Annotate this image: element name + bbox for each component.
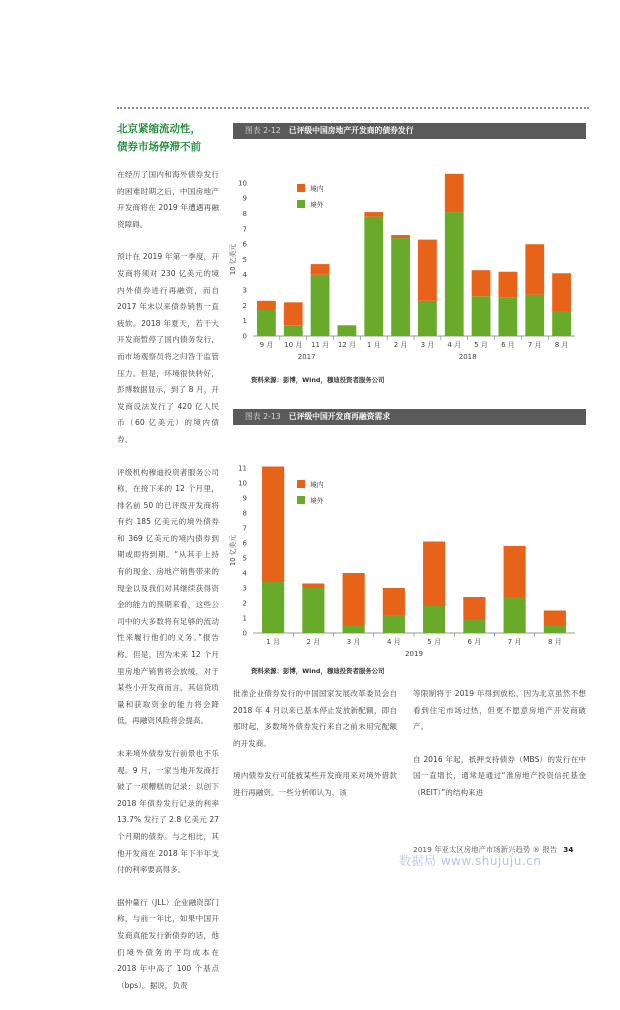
y-tick-label: 4	[242, 569, 247, 578]
x-tick-label: 10 月	[284, 341, 303, 349]
y-axis-label: 10 亿美元	[229, 243, 237, 276]
bar-segment	[284, 325, 303, 336]
bar-segment	[383, 588, 405, 615]
bar-segment	[383, 615, 405, 633]
y-tick-label: 9	[242, 494, 247, 503]
x-tick-label: 5 月	[427, 638, 441, 646]
y-tick-label: 5	[242, 554, 247, 563]
y-tick-label: 8	[242, 210, 247, 218]
bond-issuance-chart	[225, 175, 590, 365]
bar-segment	[257, 310, 276, 336]
paragraph: 未来境外债券发行前景也不乐观。9 月，一家当地开发商打破了一项糟糕的记录：以创下 2018 年债券发行记录的利率 13.7% 发行了 2.8 亿美元 27 个月期的债券。与之相比，其他开发商在 2018 年下半年支付的利率要高得多。	[117, 749, 219, 875]
y-tick-label: 7	[242, 225, 247, 234]
bar-segment	[311, 275, 330, 336]
x-tick-label: 12 月	[337, 341, 356, 349]
legend-swatch	[297, 496, 305, 504]
year-label: 2017	[297, 353, 316, 361]
figure-2-12-header	[233, 123, 586, 139]
paragraph: 境内债券发行可能被某些开发商用来对境外借款进行再融资。一些分析师认为，该	[233, 771, 397, 797]
legend-swatch	[297, 200, 305, 208]
x-tick-label: 5 月	[474, 341, 488, 349]
y-tick-label: 0	[242, 332, 247, 341]
figure-title: 已评级中国房地产开发商的债券发行	[288, 126, 414, 135]
section-title-line1: 北京紧缩流动性，	[117, 123, 201, 135]
section-title-line2: 债券市场停滞不前	[117, 141, 201, 153]
x-tick-label: 9 月	[259, 341, 274, 349]
bar-segment	[311, 264, 330, 275]
bar-segment	[552, 273, 571, 311]
y-tick-label: 10	[238, 479, 247, 488]
x-tick-label: 2 月	[306, 638, 321, 646]
bar-segment	[445, 212, 464, 336]
bar-segment	[343, 626, 365, 634]
bar-segment	[302, 588, 324, 633]
paragraph: 评级机构穆迪投资者服务公司称，在接下来的 12 个月里，排名前 50 的已评级开发商将有约 185 亿美元的境外债券和 369 亿美元的境内债券到期或即将到期。“从其手上持有的现金、房地产销售带来的现金以及我们对其继续获得资金的能力的预期来看，这些公司中的大多数将有足够的流动性来履行他们的义务。”报告称。但是，因为未来 12 个月里房地产销售将会放缓，对于某些小开发商而言，其信贷质量和获取资金的能力将会降低，再融资风险将会提高。	[117, 467, 219, 726]
bar-segment	[499, 298, 518, 336]
legend-label: 境内	[310, 481, 324, 489]
figure-number: 图表 2-13	[245, 412, 281, 421]
paragraph: 预计在 2019 年第一季度，开发商将须对 230 亿美元的境内外债券进行再融资，而自 2017 年末以来债券销售一直疲软。2018 年夏天，若干大开发商暂停了国内债务发行，而市场观察员将之归咎于监管压力。但是，环境很快转好，彭博数据显示，到了 8 月，开发商设法发行了 420 亿人民币（60 亿美元）的境内债券。	[117, 252, 219, 444]
figure-number: 图表 2-12	[245, 126, 281, 135]
bar-segment	[284, 302, 303, 325]
y-tick-label: 11	[238, 464, 247, 473]
x-tick-label: 3 月	[346, 638, 361, 646]
bar-segment	[302, 584, 324, 589]
y-tick-label: 3	[242, 584, 247, 593]
text-column-middle	[233, 686, 397, 818]
bar-segment	[364, 212, 383, 217]
y-tick-label: 3	[242, 286, 247, 295]
y-tick-label: 0	[242, 629, 247, 638]
bar-segment	[525, 244, 544, 294]
bar-segment	[463, 620, 485, 634]
bar-segment	[364, 217, 383, 336]
figure-2-13-header	[233, 409, 586, 425]
y-tick-label: 6	[242, 240, 247, 249]
x-tick-label: 1 月	[266, 638, 280, 646]
x-tick-label: 11 月	[311, 341, 330, 349]
text-column-right	[413, 686, 586, 818]
x-tick-label: 8 月	[548, 638, 562, 646]
legend-label: 境内	[310, 185, 324, 193]
legend-label: 境外	[310, 497, 324, 505]
bar-segment	[423, 542, 445, 607]
paragraph: 批准企业债券发行的中国国家发展改革委员会自 2018 年 4 月以来已基本停止发放新配额，即自那时起，多数境外债券发行来自之前未用完配额的开发商。	[233, 689, 397, 748]
section-title	[117, 120, 217, 156]
bar-segment	[544, 626, 566, 634]
x-tick-label: 3 月	[420, 341, 435, 349]
y-tick-label: 1	[242, 614, 247, 623]
y-tick-label: 6	[242, 539, 247, 548]
y-tick-label: 2	[242, 301, 247, 310]
x-tick-label: 1 月	[366, 341, 381, 349]
bar-segment	[262, 467, 284, 583]
paragraph: 自 2016 年起，抵押支持债券（MBS）的发行在中国一直增长，通常是通过“准房地产投资信托基金（REIT）”的结构来进	[413, 754, 586, 797]
refinancing-demand-chart	[225, 458, 590, 658]
figure-2-13-source: 资料来源：彭博，Wind，穆迪投资者服务公司	[251, 667, 385, 675]
y-tick-label: 5	[242, 255, 247, 264]
bar-segment	[445, 174, 464, 212]
watermark: 数据局 www.shujuju.cn	[399, 854, 542, 868]
x-tick-label: 7 月	[507, 638, 522, 646]
paragraph: 据仲量行（JLL）企业融资部门称，与前一年比，如果中国开发商真能发行新债券的话，他们境外债务的平均成本在 2018 年中高了 100 个基点（bps）。据说，负责	[117, 897, 219, 990]
y-axis-label: 10 亿美元	[229, 534, 237, 567]
bar-segment	[472, 296, 491, 336]
legend-swatch	[297, 480, 305, 488]
paragraph: 在经历了国内和海外债券发行的困难时期之后，中国房地产开发商将在 2019 年遭遇再融资障碍。	[117, 170, 219, 229]
bar-segment	[504, 546, 526, 597]
bar-segment	[257, 301, 276, 310]
dotted-divider	[117, 107, 589, 109]
bar-segment	[338, 325, 357, 336]
footer-report-title: 2019 年亚太区房地产市场新兴趋势 ® 报告	[413, 845, 558, 854]
bar-segment	[418, 301, 437, 336]
bar-segment	[463, 597, 485, 620]
legend-swatch	[297, 184, 305, 192]
bar-segment	[423, 606, 445, 633]
bar-segment	[391, 235, 410, 238]
y-tick-label: 4	[242, 271, 247, 280]
paragraph: 等限制将于 2019 年得到放松，因为北京虽然不想看到住宅市场过热，但更不愿意房地产开发商破产。	[413, 689, 586, 732]
year-label: 2019	[405, 650, 423, 658]
bar-segment	[391, 238, 410, 336]
figure-title: 已评级中国开发商再融资需求	[288, 412, 391, 421]
y-tick-label: 1	[242, 317, 247, 326]
page-number: 34	[563, 845, 574, 854]
bar-segment	[262, 582, 284, 633]
y-tick-label: 8	[242, 509, 247, 518]
bar-segment	[525, 295, 544, 336]
x-tick-label: 4 月	[447, 341, 462, 349]
bar-segment	[504, 597, 526, 633]
x-tick-label: 6 月	[501, 341, 515, 349]
x-tick-label: 4 月	[387, 638, 401, 646]
y-tick-label: 7	[242, 524, 247, 533]
legend-label: 境外	[310, 201, 324, 209]
text-column-left	[117, 167, 219, 1010]
bar-segment	[343, 573, 365, 626]
x-tick-label: 7 月	[527, 341, 542, 349]
bar-segment	[418, 240, 437, 301]
bar-segment	[552, 312, 571, 336]
y-tick-label: 10	[238, 179, 247, 188]
year-label: 2018	[458, 353, 477, 361]
bar-segment	[544, 611, 566, 626]
x-tick-label: 6 月	[467, 638, 482, 646]
figure-2-12-source: 资料来源：彭博，Wind，穆迪投资者服务公司	[251, 376, 385, 384]
x-tick-label: 8 月	[554, 341, 569, 349]
bar-segment	[472, 270, 491, 296]
y-tick-label: 2	[242, 599, 247, 608]
y-tick-label: 9	[242, 194, 247, 203]
x-tick-label: 2 月	[393, 341, 408, 349]
bar-segment	[499, 272, 518, 298]
